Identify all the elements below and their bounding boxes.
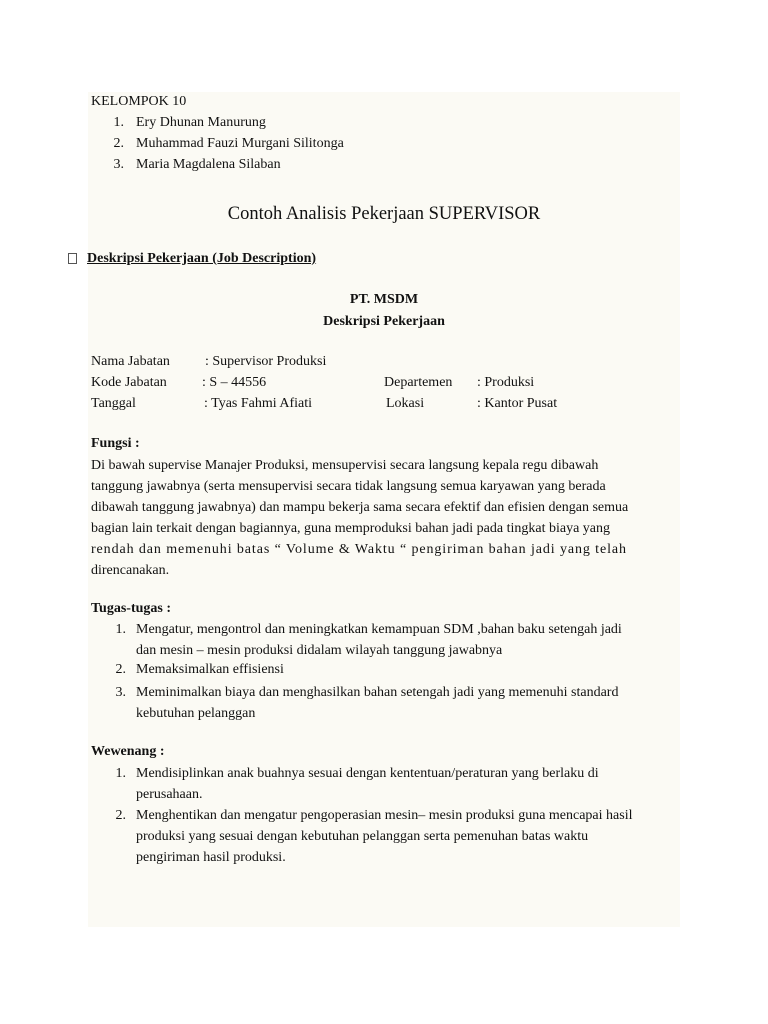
wewenang-number: 1. [115, 766, 126, 781]
departemen-label: Departemen [384, 375, 453, 390]
kode-jabatan-value: : S – 44556 [202, 375, 267, 390]
wewenang-line: Menghentikan dan mengatur pengoperasian mesin– mesin produksi guna mencapai hasil [136, 808, 633, 823]
fungsi-line: bagian lain terkait dengan bagiannya, guna memproduksi bahan jadi pada tingkat biaya yang [91, 521, 610, 536]
fungsi-line: rendah dan memenuhi batas “ Volume & Waktu “ pengiriman bahan jadi yang telah [91, 542, 627, 557]
group-heading: KELOMPOK 10 [91, 94, 187, 109]
member-name: Muhammad Fauzi Murgani Silitonga [136, 136, 344, 151]
wewenang-item [136, 763, 678, 805]
member-name: Ery Dhunan Manurung [136, 115, 266, 130]
tugas-line: dan mesin – mesin produksi didalam wilayah tanggung jawabnya [136, 643, 503, 658]
wewenang-line: pengiriman hasil produksi. [136, 850, 286, 865]
tugas-number: 1. [115, 622, 126, 637]
section-heading: Deskripsi Pekerjaan (Job Description) [87, 251, 317, 266]
tugas-line: kebutuhan pelanggan [136, 706, 256, 721]
tugas-line: Meminimalkan biaya dan menghasilkan bahan setengah jadi yang memenuhi standard [136, 685, 619, 700]
fungsi-line: dibawah tanggung jawabnya) dan mampu bekerja sama secara efektif dan efisien dengan semua [91, 500, 629, 515]
wewenang-line: produksi yang sesuai dengan kebutuhan pelanggan serta pemenuhan batas waktu [136, 829, 589, 844]
member-number: 2. [113, 136, 124, 151]
member-name: Maria Magdalena Silaban [136, 157, 281, 172]
member-number: 3. [113, 157, 124, 172]
tanggal-label: Tanggal [91, 396, 136, 411]
fungsi-heading: Fungsi : [91, 436, 140, 451]
wewenang-number: 2. [115, 808, 126, 823]
member-number: 1. [113, 115, 124, 130]
tugas-number: 2. [115, 662, 126, 677]
lokasi-value: : Kantor Pusat [477, 396, 558, 411]
tugas-item [136, 619, 678, 661]
fungsi-line: tanggung jawabnya (serta mensupervisi secara tidak langsung semua karyawan yang berada [91, 479, 606, 494]
wewenang-line: perusahaan. [136, 787, 203, 802]
tugas-item [136, 659, 678, 680]
checkbox-icon [68, 253, 77, 264]
wewenang-item [136, 805, 678, 868]
nama-jabatan-value: : Supervisor Produksi [205, 354, 327, 369]
departemen-value: : Produksi [477, 375, 535, 390]
company-name: PT. MSDM [349, 292, 419, 307]
tugas-heading: Tugas-tugas : [91, 601, 172, 616]
company-subtitle: Deskripsi Pekerjaan [323, 314, 445, 329]
fungsi-paragraph [91, 455, 678, 581]
kode-jabatan-label: Kode Jabatan [91, 375, 167, 390]
tanggal-value: : Tyas Fahmi Afiati [204, 396, 313, 411]
tugas-number: 3. [115, 685, 126, 700]
wewenang-line: Mendisiplinkan anak buahnya sesuai dengan kententuan/peraturan yang berlaku di [136, 766, 599, 781]
wewenang-heading: Wewenang : [91, 744, 165, 759]
tugas-line: Memaksimalkan effisiensi [136, 662, 284, 677]
nama-jabatan-label: Nama Jabatan [91, 354, 170, 369]
document-title: Contoh Analisis Pekerjaan SUPERVISOR [227, 204, 541, 224]
lokasi-label: Lokasi [386, 396, 425, 411]
fungsi-line: Di bawah supervise Manajer Produksi, mensupervisi secara langsung kepala regu dibawah [91, 458, 599, 473]
tugas-line: Mengatur, mengontrol dan meningkatkan kemampuan SDM ,bahan baku setengah jadi [136, 622, 622, 637]
fungsi-line: direncanakan. [91, 563, 170, 578]
tugas-item [136, 682, 678, 724]
